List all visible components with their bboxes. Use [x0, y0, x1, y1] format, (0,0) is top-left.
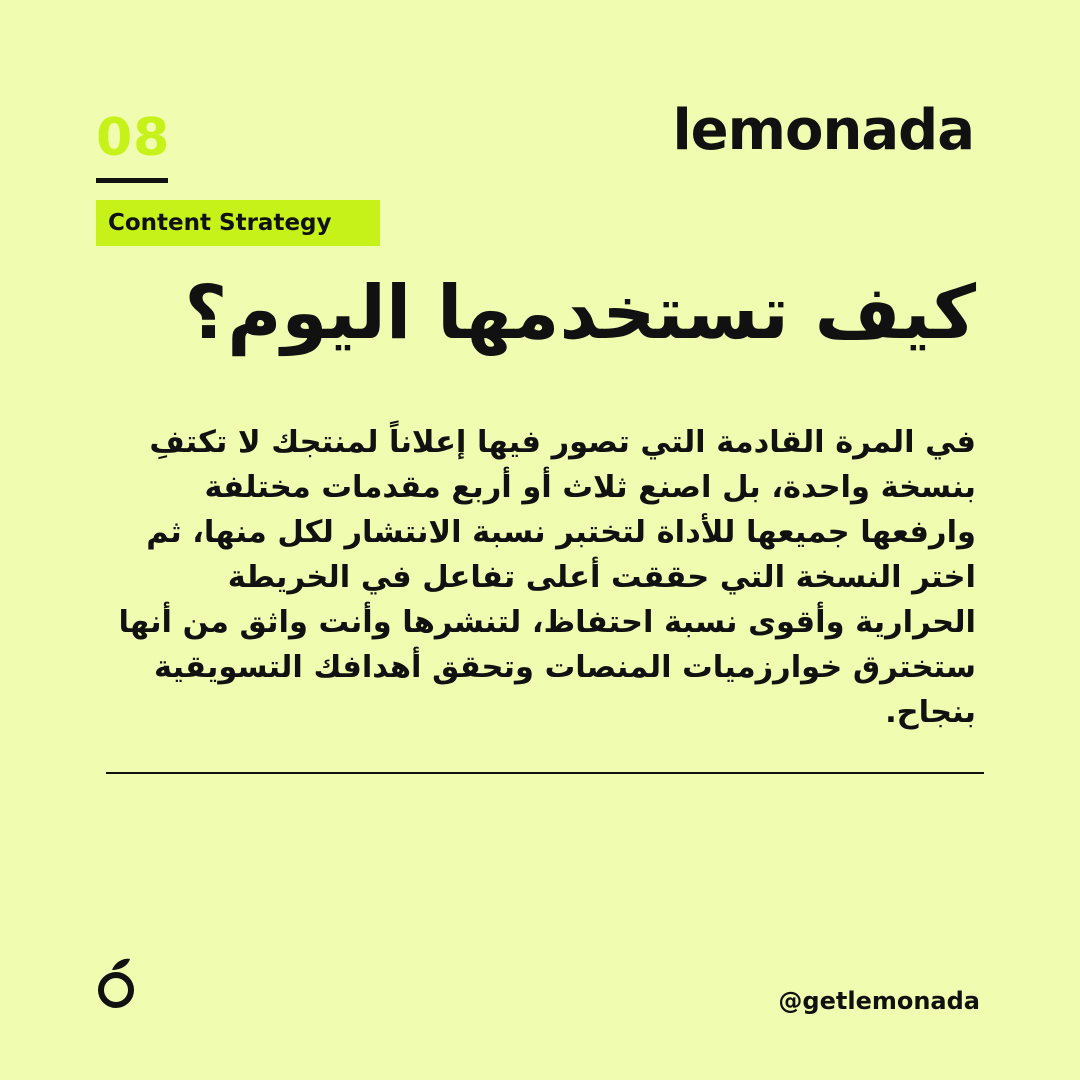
headline: كيف تستخدمها اليوم؟: [184, 270, 976, 356]
brand-logo: lemonada: [672, 98, 974, 163]
category-tag: Content Strategy: [96, 200, 380, 246]
divider: [106, 772, 984, 774]
number-underline: [96, 178, 168, 183]
slide-number: 08: [96, 108, 171, 168]
social-handle: @getlemonada: [778, 987, 980, 1015]
lemon-icon: [94, 956, 138, 1010]
body-paragraph: في المرة القادمة التي تصور فيها إعلاناً لمنتجك لا تكتفِ بنسخة واحدة، بل اصنع ثلاث أو أربع مقدمات مختلفة وارفعها جميعها للأداة لتختبر نسبة الانتشار لكل منها، ثم اختر النسخة التي حققت أعلى تفاعل في الخريطة الحرارية وأقوى نسبة احتفاظ، لتنشرها وأنت واثق من أنها ستخترق خوارزميات المنصات وتحقق أهدافك التسويقية بنجاح.: [118, 425, 976, 730]
